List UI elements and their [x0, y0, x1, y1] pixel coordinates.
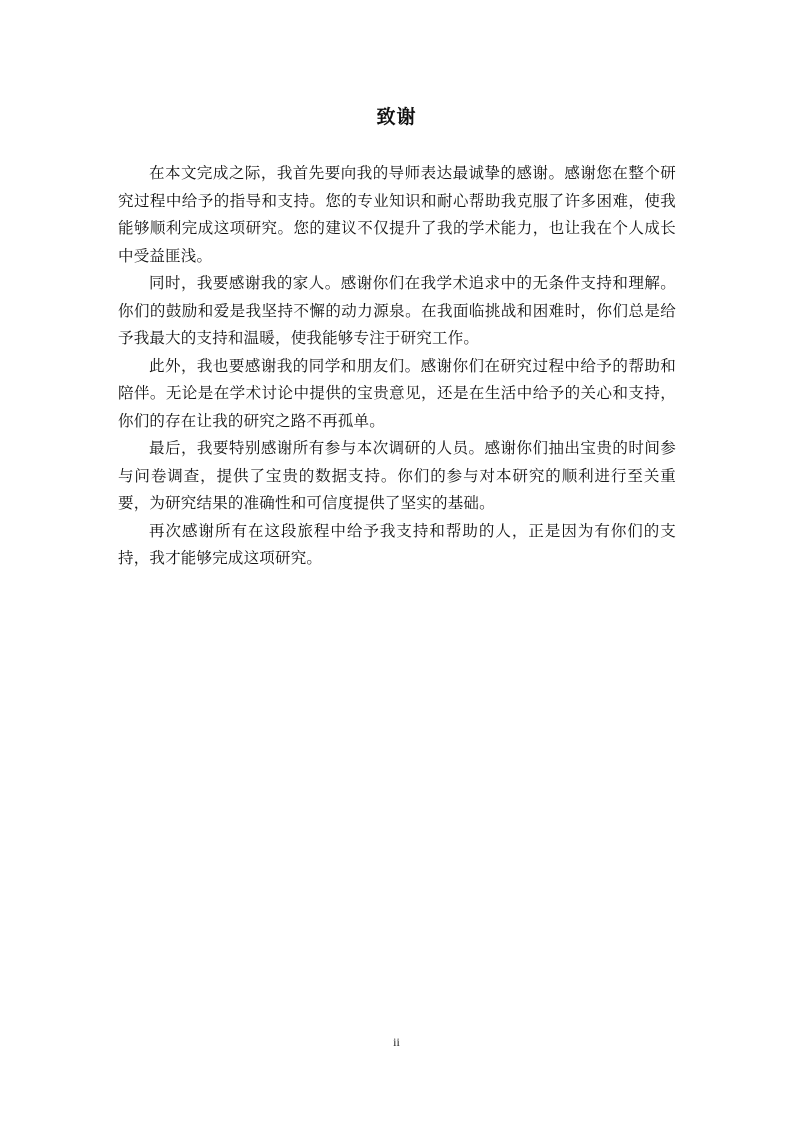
acknowledgement-body	[118, 160, 676, 573]
paragraph-classmates: 此外，我也要感谢我的同学和朋友们。感谢你们在研究过程中给予的帮助和陪伴。无论是在学术讨论中提供的宝贵意见，还是在生活中给予的关心和支持，你们的存在让我的研究之路不再孤单。	[118, 356, 676, 430]
page-number: ii	[393, 1035, 400, 1049]
paragraph-participants: 最后，我要特别感谢所有参与本次调研的人员。感谢你们抽出宝贵的时间参与问卷调查，提供了宝贵的数据支持。你们的参与对本研究的顺利进行至关重要，为研究结果的准确性和可信度提供了坚实的基础。	[118, 439, 676, 512]
paragraph-closing: 再次感谢所有在这段旅程中给予我支持和帮助的人，正是因为有你们的支持，我才能够完成这项研究。	[118, 521, 676, 567]
page-title: 致谢	[376, 106, 417, 128]
paragraph-family: 同时，我要感谢我的家人。感谢你们在我学术追求中的无条件支持和理解。你们的鼓励和爱是我坚持不懈的动力源泉。在我面临挑战和困难时，你们总是给予我最大的支持和温暖，使我能够专注于研究工作。	[118, 274, 676, 347]
paragraph-advisor: 在本文完成之际，我首先要向我的导师表达最诚挚的感谢。感谢您在整个研究过程中给予的指导和支持。您的专业知识和耐心帮助我克服了许多困难，使我能够顺利完成这项研究。您的建议不仅提升了我的学术能力，也让我在个人成长中受益匪浅。	[118, 164, 676, 265]
